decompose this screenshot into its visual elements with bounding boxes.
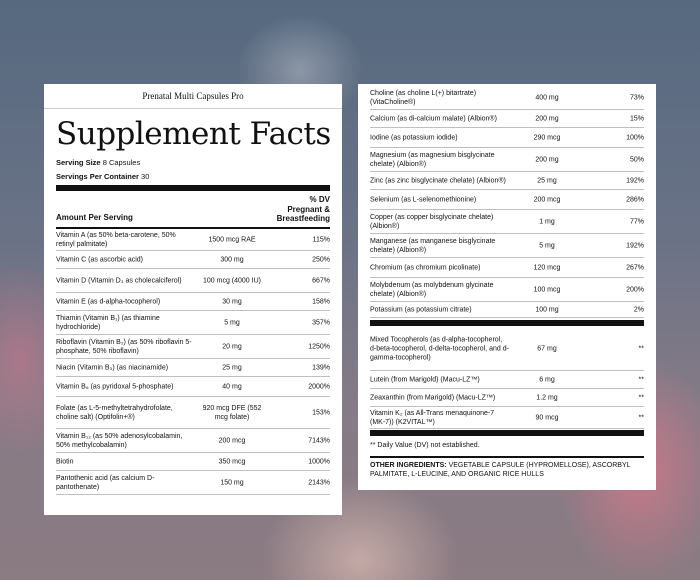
nutrient-amount: 6 mg bbox=[539, 376, 555, 383]
nutrient-dv: 1000% bbox=[308, 458, 330, 465]
table-row bbox=[370, 210, 644, 234]
nutrient-amount: 400 mg bbox=[535, 94, 559, 101]
nutrient-amount: 67 mg bbox=[537, 345, 557, 352]
nutrient-amount: 200 mcg bbox=[533, 196, 561, 203]
table-row bbox=[370, 302, 644, 318]
table-row bbox=[56, 311, 330, 335]
nutrient-amount: 25 mg bbox=[222, 364, 242, 371]
nutrient-amount: 290 mcg bbox=[533, 134, 561, 141]
nutrient-name: Choline (as choline L(+) bitartrate) (VitaCholine®) bbox=[370, 89, 477, 106]
nutrient-name: Niacin (Vitamin B₃) (as niacinamide) bbox=[56, 364, 169, 371]
nutrient-dv: 7143% bbox=[308, 437, 330, 444]
table-row bbox=[56, 229, 330, 251]
nutrient-dv: 2000% bbox=[308, 383, 330, 390]
nutrient-amount: 1 mg bbox=[539, 218, 555, 225]
nutrient-dv: 2% bbox=[633, 306, 644, 313]
nutrient-amount: 120 mcg bbox=[533, 264, 561, 271]
nutrient-amount: 350 mcg bbox=[218, 458, 246, 465]
nutrient-name: Calcium (as di-calcium malate) (Albion®) bbox=[370, 115, 497, 122]
nutrient-table bbox=[56, 229, 330, 495]
nutrient-name: Potassium (as potassium citrate) bbox=[370, 306, 472, 313]
nutrient-dv: 73% bbox=[629, 94, 644, 101]
nutrient-amount: 20 mg bbox=[222, 343, 242, 350]
table-row bbox=[370, 86, 644, 110]
table-row bbox=[56, 471, 330, 495]
nutrient-name: Vitamin D (Vitamin D₃ as cholecalciferol) bbox=[56, 277, 182, 284]
nutrient-dv: 139% bbox=[312, 364, 330, 371]
nutrient-dv: 100% bbox=[626, 134, 644, 141]
nutrient-dv: 192% bbox=[626, 177, 644, 184]
table-row bbox=[370, 258, 644, 278]
other-ingredients-label: OTHER INGREDIENTS: bbox=[370, 462, 447, 469]
nutrient-dv: 1250% bbox=[308, 343, 330, 350]
serving-size-label: Serving Size bbox=[56, 158, 101, 167]
nutrient-name: Mixed Tocopherols (as d-alpha-tocopherol, d-beta-tocopherol, d-delta-tocopherol, and d-gamma-tocopherol) bbox=[370, 336, 509, 361]
nutrient-amount: 200 mg bbox=[535, 156, 559, 163]
nutrient-name: Biotin bbox=[56, 458, 74, 465]
mineral-table bbox=[370, 86, 644, 318]
footnote-divider bbox=[370, 456, 644, 458]
nutrient-dv: 15% bbox=[629, 115, 644, 122]
nutrient-name: Zinc (as zinc bisglycinate chelate) (Albion®) bbox=[370, 177, 506, 184]
nutrient-amount: 200 mcg bbox=[218, 437, 246, 444]
table-row bbox=[56, 397, 330, 429]
serving-size-value: 8 Capsules bbox=[102, 158, 141, 167]
table-row bbox=[370, 389, 644, 407]
thick-divider bbox=[370, 320, 644, 326]
table-row bbox=[370, 278, 644, 302]
nutrient-name: Vitamin C (as ascorbic acid) bbox=[56, 256, 144, 263]
other-ingredients-text: VEGETABLE CAPSULE (HYPROMELLOSE), ASCORBYL PALMITATE, L-LEUCINE, AND ORGANIC RICE HULLS bbox=[370, 462, 631, 478]
table-row bbox=[56, 359, 330, 377]
other-nutrient-table bbox=[370, 327, 644, 429]
serving-size bbox=[56, 158, 140, 167]
table-row bbox=[56, 335, 330, 359]
nutrient-name: Pantothenic acid (as calcium D-pantothenate) bbox=[56, 474, 155, 491]
nutrient-dv: 77% bbox=[629, 218, 644, 225]
nutrient-dv: 250% bbox=[312, 256, 330, 263]
table-row bbox=[56, 269, 330, 293]
nutrient-name: Chromium (as chromium picolinate) bbox=[370, 264, 481, 271]
dv-header-line: Pregnant & bbox=[287, 204, 330, 214]
nutrient-dv: ** bbox=[638, 376, 644, 383]
nutrient-dv: 153% bbox=[312, 409, 330, 416]
nutrient-amount: 90 mcg bbox=[535, 414, 559, 421]
nutrient-amount: 920 mcg DFE (552 mcg folate) bbox=[202, 404, 262, 421]
nutrient-dv: 158% bbox=[312, 298, 330, 305]
nutrient-name: Copper (as copper bisglycinate chelate) (Albion®) bbox=[370, 213, 494, 230]
thick-divider bbox=[370, 430, 644, 436]
table-row bbox=[56, 293, 330, 311]
supplement-facts-panel-left bbox=[44, 84, 342, 515]
nutrient-dv: 200% bbox=[626, 286, 644, 293]
nutrient-name: Riboflavin (Vitamin B₂) (as 50% riboflavin 5-phosphate, 50% riboflavin) bbox=[56, 338, 192, 355]
servings-per-container-value: 30 bbox=[141, 172, 150, 181]
nutrient-amount: 150 mg bbox=[220, 479, 244, 486]
nutrient-dv: 357% bbox=[312, 319, 330, 326]
nutrient-amount: 5 mg bbox=[539, 242, 555, 249]
table-row bbox=[56, 377, 330, 397]
dv-header bbox=[277, 195, 330, 224]
nutrient-name: Vitamin K₂ (as All-Trans menaquinone-7 (MK-7)) (K2VITAL™) bbox=[370, 409, 495, 426]
nutrient-dv: 286% bbox=[626, 196, 644, 203]
table-row bbox=[56, 251, 330, 269]
panel-title: Supplement Facts bbox=[56, 116, 331, 152]
nutrient-amount: 300 mg bbox=[220, 256, 244, 263]
other-ingredients bbox=[370, 461, 644, 479]
nutrient-dv: ** bbox=[638, 345, 644, 352]
nutrient-amount: 200 mg bbox=[535, 115, 559, 122]
nutrient-name: Vitamin B₆ (as pyridoxal 5-phosphate) bbox=[56, 383, 174, 390]
table-row bbox=[370, 148, 644, 172]
nutrient-name: Manganese (as manganese bisglycinate chelate) (Albion®) bbox=[370, 237, 496, 254]
thick-divider bbox=[56, 185, 330, 191]
nutrient-name: Zeaxanthin (from Marigold) (Macu-LZ™) bbox=[370, 394, 496, 401]
nutrient-amount: 25 mg bbox=[537, 177, 557, 184]
nutrient-name: Molybdenum (as molybdenum glycinate chelate) (Albion®) bbox=[370, 281, 494, 298]
table-row bbox=[56, 453, 330, 471]
table-row bbox=[370, 172, 644, 190]
table-row bbox=[370, 190, 644, 210]
nutrient-amount: 30 mg bbox=[222, 298, 242, 305]
nutrient-dv: 2143% bbox=[308, 479, 330, 486]
nutrient-name: Folate (as L-5-methyltetrahydrofolate, choline salt) (Optifolin+®) bbox=[56, 404, 173, 421]
supplement-facts-panel-right bbox=[358, 84, 656, 490]
table-row bbox=[370, 110, 644, 128]
servings-per-container bbox=[56, 172, 149, 181]
table-row bbox=[370, 128, 644, 148]
column-header bbox=[56, 195, 330, 225]
nutrient-dv: ** bbox=[638, 394, 644, 401]
table-row bbox=[370, 407, 644, 429]
nutrient-dv: 50% bbox=[629, 156, 644, 163]
nutrient-name: Lutein (from Marigold) (Macu-LZ™) bbox=[370, 376, 480, 383]
nutrient-amount: 5 mg bbox=[224, 319, 240, 326]
nutrient-amount: 100 mg bbox=[535, 306, 559, 313]
servings-per-container-label: Servings Per Container bbox=[56, 172, 139, 181]
nutrient-name: Thiamin (Vitamin B₁) (as thiamine hydrochloride) bbox=[56, 314, 160, 331]
nutrient-amount: 1.2 mg bbox=[536, 394, 558, 401]
nutrient-dv: 115% bbox=[312, 236, 330, 243]
nutrient-name: Vitamin A (as 50% beta-carotene, 50% retinyl palmitate) bbox=[56, 231, 176, 248]
nutrient-name: Vitamin E (as d-alpha-tocopherol) bbox=[56, 298, 161, 305]
dv-footnote: ** Daily Value (DV) not established. bbox=[370, 442, 480, 449]
dv-header-line: % DV bbox=[309, 195, 330, 204]
nutrient-amount: 100 mcg bbox=[533, 286, 561, 293]
table-row bbox=[370, 371, 644, 389]
nutrient-dv: 667% bbox=[312, 277, 330, 284]
table-row bbox=[370, 327, 644, 371]
nutrient-name: Selenium (as L-selenomethionine) bbox=[370, 196, 477, 203]
nutrient-name: Magnesium (as magnesium bisglycinate chelate) (Albion®) bbox=[370, 151, 495, 168]
nutrient-name: Vitamin B₁₂ (as 50% adenosylcobalamin, 50% methylcobalamin) bbox=[56, 432, 183, 449]
dv-header-line: Breastfeeding bbox=[276, 214, 330, 223]
amount-per-serving-header: Amount Per Serving bbox=[56, 213, 133, 222]
nutrient-dv: 192% bbox=[626, 242, 644, 249]
product-name: Prenatal Multi Capsules Pro bbox=[44, 84, 342, 109]
nutrient-dv: 267% bbox=[626, 264, 644, 271]
nutrient-amount: 40 mg bbox=[222, 383, 242, 390]
nutrient-amount: 100 mcg (4000 IU) bbox=[203, 277, 261, 284]
table-row bbox=[56, 429, 330, 453]
nutrient-name: Iodine (as potassium iodide) bbox=[370, 134, 458, 141]
nutrient-dv: ** bbox=[638, 414, 644, 421]
table-row bbox=[370, 234, 644, 258]
nutrient-amount: 1500 mcg RAE bbox=[208, 236, 256, 243]
